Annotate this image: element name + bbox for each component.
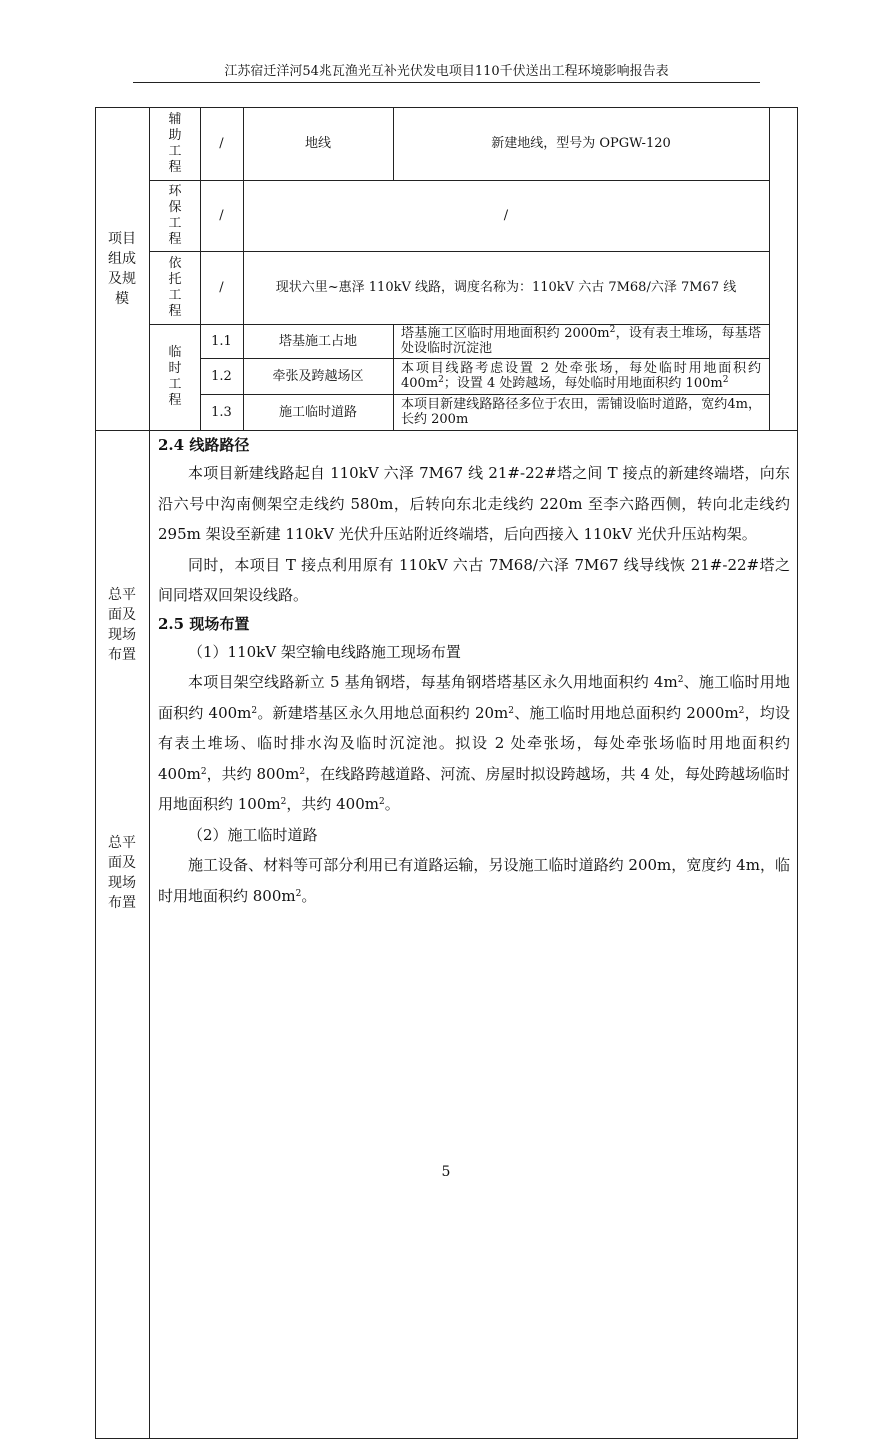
table-row <box>150 251 200 324</box>
no-cell: 1.3 <box>211 404 232 420</box>
category-cell: 依托工程 <box>168 255 182 319</box>
no-cell: / <box>219 208 224 223</box>
paragraph: 本项目架空线路新立 5 基角钢塔，每基角钢塔塔基区永久用地面积约 $4m^2$、施工临时用地面积约 $400m^2$。新建塔基区永久用地总面积约 $20m^2$、施工临时用地总面积约 $2000m^2$，均设有表土堆场、临时排水沟及临时沉淀池。拟设 2 处牵张场，每处牵张场临时用地面积约 $400m^2$，共约 $800m^2$，在线路跨越道路、河流、房屋时拟设跨越场，共 4 处，每处跨越场临时用地面积约 $100m^2$，共约 $400m^2$。 <box>158 673 790 813</box>
desc-cell: 现状六里~惠泽 110kV 线路，调度名称为：110kV 六古 7M68/六泽 7M67 线 <box>275 280 737 295</box>
name-cell: 塔基施工占地 <box>278 333 357 349</box>
no-cell: 1.1 <box>211 333 232 349</box>
name-cell: 地线 <box>304 136 331 151</box>
table-row <box>150 324 200 430</box>
category-cell: 临时工程 <box>168 345 182 408</box>
name-cell: 施工临时道路 <box>278 404 357 420</box>
subheading: （2）施工临时道路 <box>188 825 318 844</box>
section-label-composition: 项目组成及规模 <box>108 230 136 307</box>
category-cell: 辅助工程 <box>168 111 182 175</box>
page-header <box>133 64 760 83</box>
section-label-layout: 总平面及现场布置 <box>108 835 136 911</box>
name-cell: 牵张及跨越场区 <box>272 368 364 384</box>
desc-cell: 本项目新建线路路径多位于农田，需铺设临时道路，宽约4m，长约 200m <box>401 397 761 427</box>
no-cell: / <box>219 136 224 151</box>
desc-cell: 本项目线路考虑设置 2 处牵张场，每处临时用地面积约$400m^2$；设置 4 处跨越场，每处临时用地面积约 $100m^2$ <box>401 361 761 391</box>
paragraph: 同时，本项目 T 接点利用原有 110kV 六古 7M68/六泽 7M67 线导线恢 21#-22#塔之间同塔双回架设线路。 <box>158 555 790 604</box>
header-title: 江苏宿迁洋河54兆瓦渔光互补光伏发电项目110千伏送出工程环境影响报告表 <box>224 64 669 79</box>
paragraph: 施工设备、材料等可部分利用已有道路运输，另设施工临时道路约 200m，宽度约 4m，临时用地面积约 $800m^2$。 <box>158 856 790 905</box>
page-number: 5 <box>441 1164 451 1180</box>
section-divider <box>149 430 150 1439</box>
table-row <box>150 107 200 180</box>
table-divider <box>769 107 770 430</box>
desc-cell: 新建地线，型号为 OPGW-120 <box>491 136 671 151</box>
table-row <box>150 180 200 251</box>
heading-site-layout: 2.5 现场布置 <box>158 614 250 633</box>
heading-route: 2.4 线路路径 <box>158 436 250 454</box>
layout-body <box>158 432 790 911</box>
paragraph: 本项目新建线路起自 110kV 六泽 7M67 线 21#-22#塔之间 T 接点的新建终端塔，向东沿六号中沟南侧架空走线约 580m，后转向东北走线约 220m 至李六路西侧，转向北走线约 295m 架设至新建 110kV 光伏升压站附近终端塔，后向西接入 110kV 光伏升压站构架。 <box>158 464 790 543</box>
desc-cell: / <box>503 208 509 223</box>
no-cell: / <box>219 280 224 295</box>
desc-cell: 塔基施工区临时用地面积约 $2000m^2$，设有表土堆场，每基塔处设临时沉淀池 <box>401 325 761 356</box>
category-cell: 环保工程 <box>168 183 182 247</box>
no-cell: 1.2 <box>211 368 232 384</box>
subheading: （1）110kV 架空输电线路施工现场布置 <box>188 642 461 661</box>
section-label-layout: 总平面及现场布置 <box>108 587 136 663</box>
